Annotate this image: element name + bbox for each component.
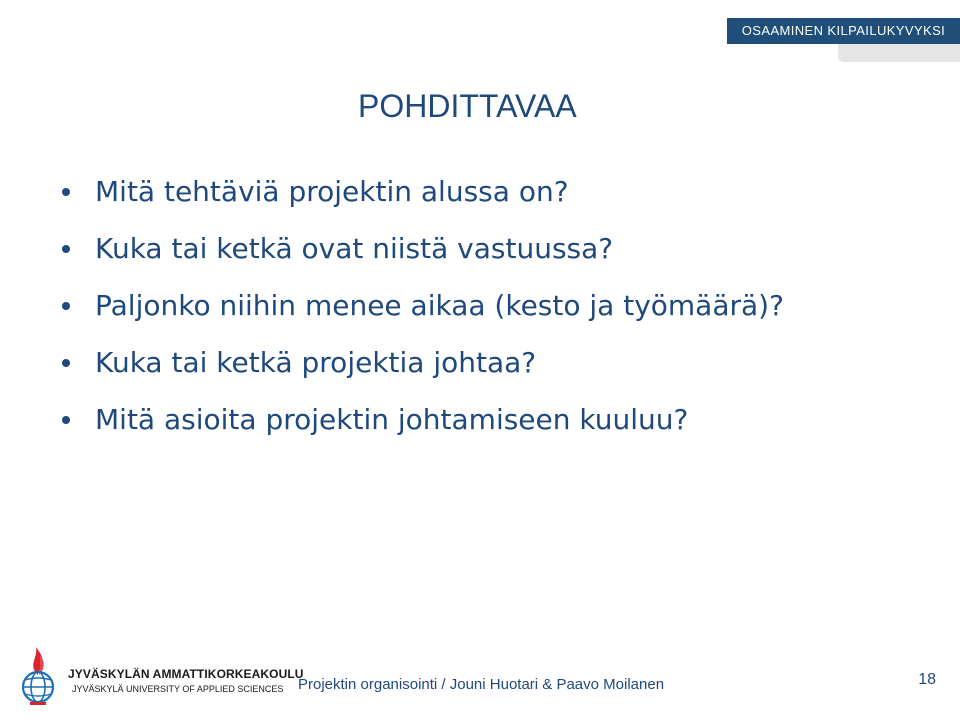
- page-number: 18: [918, 671, 936, 688]
- banner-shadow: [838, 44, 960, 62]
- bullet-item: [0, 339, 960, 396]
- slide-title: POHDITTAVAA: [358, 88, 577, 124]
- brand-banner: OSAAMINEN KILPAILUKYVYKSI: [727, 18, 960, 44]
- bullet-item: [0, 225, 960, 282]
- bullet-list: [0, 168, 960, 453]
- bullet-text: Kuka tai ketkä ovat niistä vastuussa?: [95, 232, 614, 265]
- jamk-logo: [10, 645, 304, 707]
- bullet-icon: [62, 302, 70, 310]
- logo-subtitle: JYVÄSKYLÄ UNIVERSITY OF APPLIED SCIENCES: [72, 684, 284, 694]
- bullet-icon: [62, 359, 70, 367]
- bullet-text: Mitä asioita projektin johtamiseen kuuluu?: [95, 403, 689, 436]
- bullet-icon: [62, 416, 70, 424]
- footer-text: Projektin organisointi / Jouni Huotari & Paavo Moilanen: [298, 676, 665, 693]
- bullet-item: [0, 282, 960, 339]
- bullet-text: Kuka tai ketkä projektia johtaa?: [95, 346, 537, 379]
- logo-name: JYVÄSKYLÄN AMMATTIKORKEAKOULU: [68, 667, 304, 681]
- bullet-icon: [62, 245, 70, 253]
- bullet-item: [0, 396, 960, 453]
- bullet-icon: [62, 188, 70, 196]
- bullet-text: Mitä tehtäviä projektin alussa on?: [95, 175, 569, 208]
- bullet-item: [0, 168, 960, 225]
- jamk-logo-icon: [10, 645, 66, 707]
- bullet-text: Paljonko niihin menee aikaa (kesto ja työmäärä)?: [95, 289, 784, 322]
